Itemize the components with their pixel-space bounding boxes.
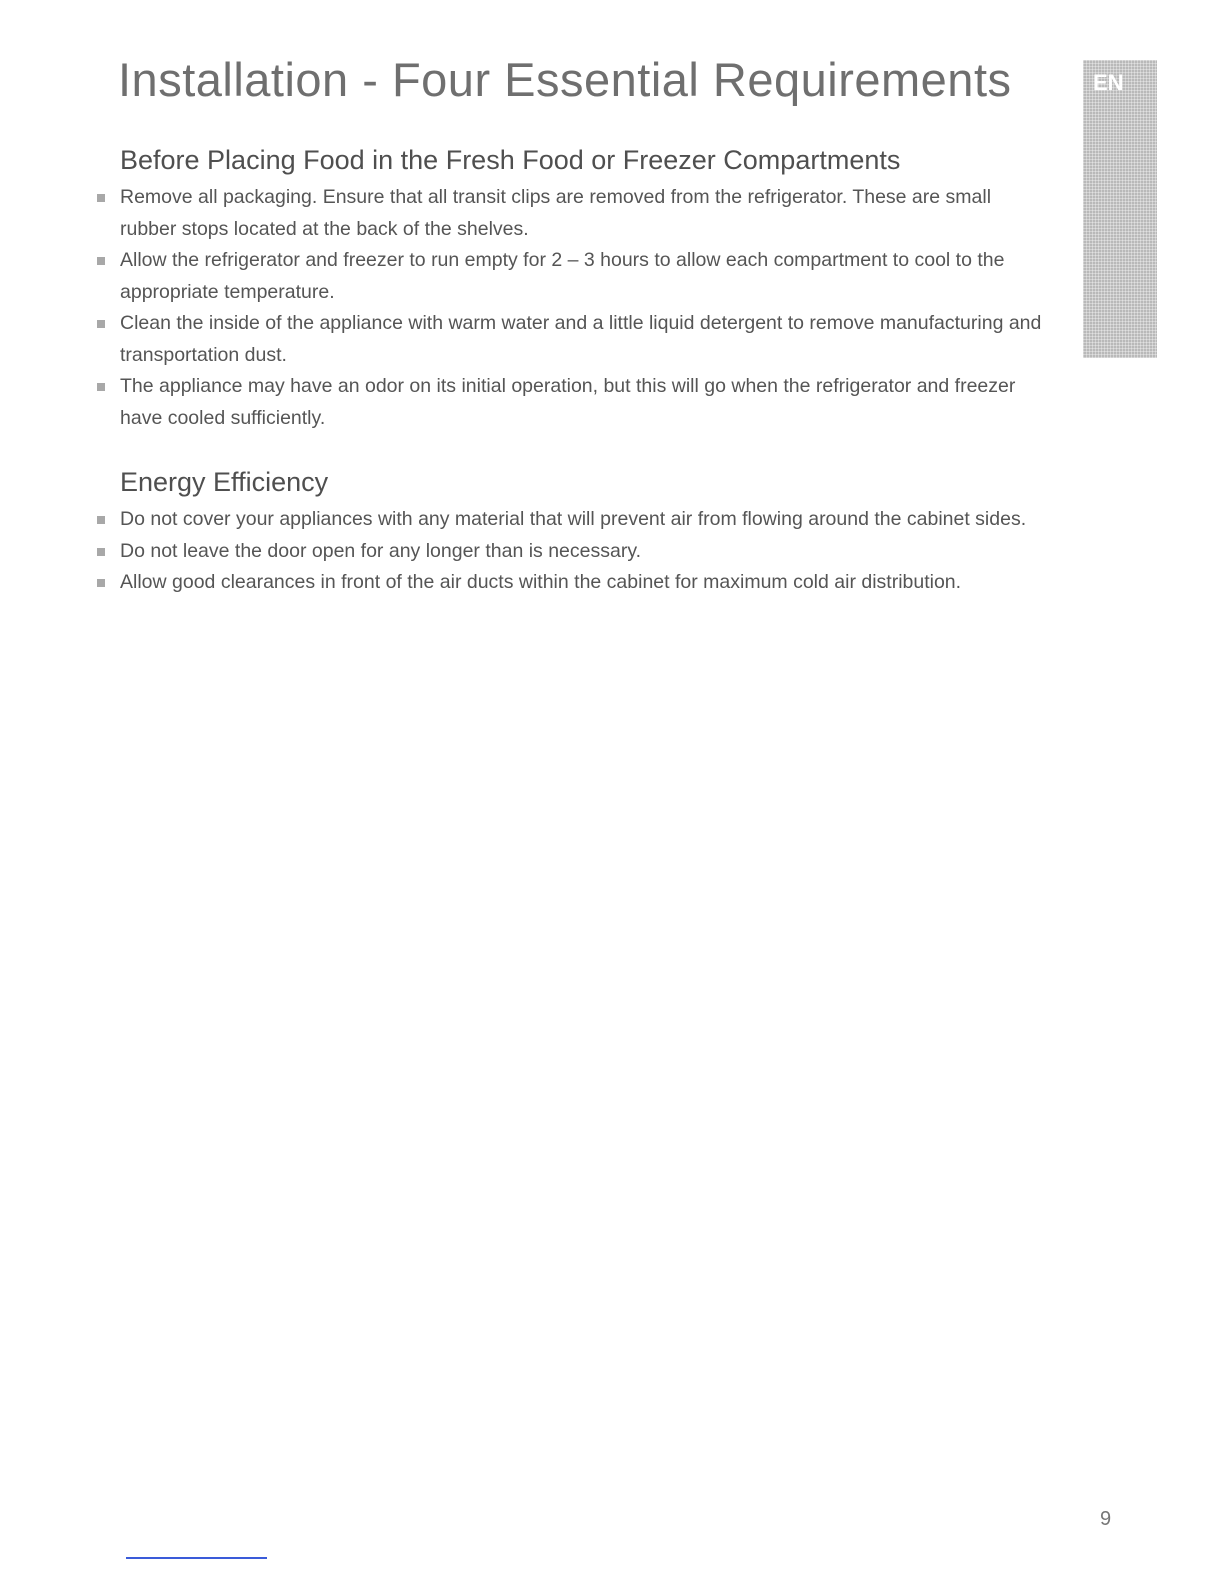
list-item-text: Do not cover your appliances with any material that will prevent air from flowing around the cabinet sides. bbox=[120, 508, 1027, 530]
square-bullet-icon bbox=[97, 548, 105, 556]
section-heading: Energy Efficiency bbox=[120, 467, 329, 497]
list-item bbox=[94, 536, 1044, 568]
square-bullet-icon bbox=[97, 383, 105, 391]
language-tab bbox=[1083, 60, 1157, 358]
page-number: 9 bbox=[1100, 1508, 1112, 1530]
square-bullet-icon bbox=[97, 257, 105, 265]
list-item-text: The appliance may have an odor on its initial operation, but this will go when the refrigerator and freezer have cooled sufficiently. bbox=[120, 375, 1016, 429]
list-item-text: Clean the inside of the appliance with warm water and a little liquid detergent to remove manufacturing and transportation dust. bbox=[120, 312, 1042, 366]
list-item bbox=[94, 245, 1044, 308]
square-bullet-icon bbox=[97, 579, 105, 587]
bullet-list bbox=[94, 504, 1044, 599]
list-item bbox=[94, 371, 1044, 434]
square-bullet-icon bbox=[97, 516, 105, 524]
bullet-list bbox=[94, 182, 1044, 434]
list-item-text: Allow good clearances in front of the air ducts within the cabinet for maximum cold air distribution. bbox=[120, 571, 962, 593]
list-item bbox=[94, 567, 1044, 599]
square-bullet-icon bbox=[97, 194, 105, 202]
list-item-text: Remove all packaging. Ensure that all transit clips are removed from the refrigerator. These are small rubber stops located at the back of the shelves. bbox=[120, 186, 992, 240]
list-item bbox=[94, 182, 1044, 245]
list-item-text: Allow the refrigerator and freezer to run empty for 2 – 3 hours to allow each compartment to cool to the appropriate temperature. bbox=[120, 249, 1005, 303]
list-item-text: Do not leave the door open for any longer than is necessary. bbox=[120, 539, 642, 562]
list-item bbox=[94, 504, 1044, 536]
language-tab-label: EN bbox=[1093, 70, 1124, 95]
list-item bbox=[94, 308, 1044, 371]
square-bullet-icon bbox=[97, 320, 105, 328]
section-heading: Before Placing Food in the Fresh Food or Freezer Compartments bbox=[120, 145, 901, 175]
page-title: Installation - Four Essential Requirements bbox=[118, 53, 1012, 106]
footer-rule bbox=[126, 1557, 267, 1559]
